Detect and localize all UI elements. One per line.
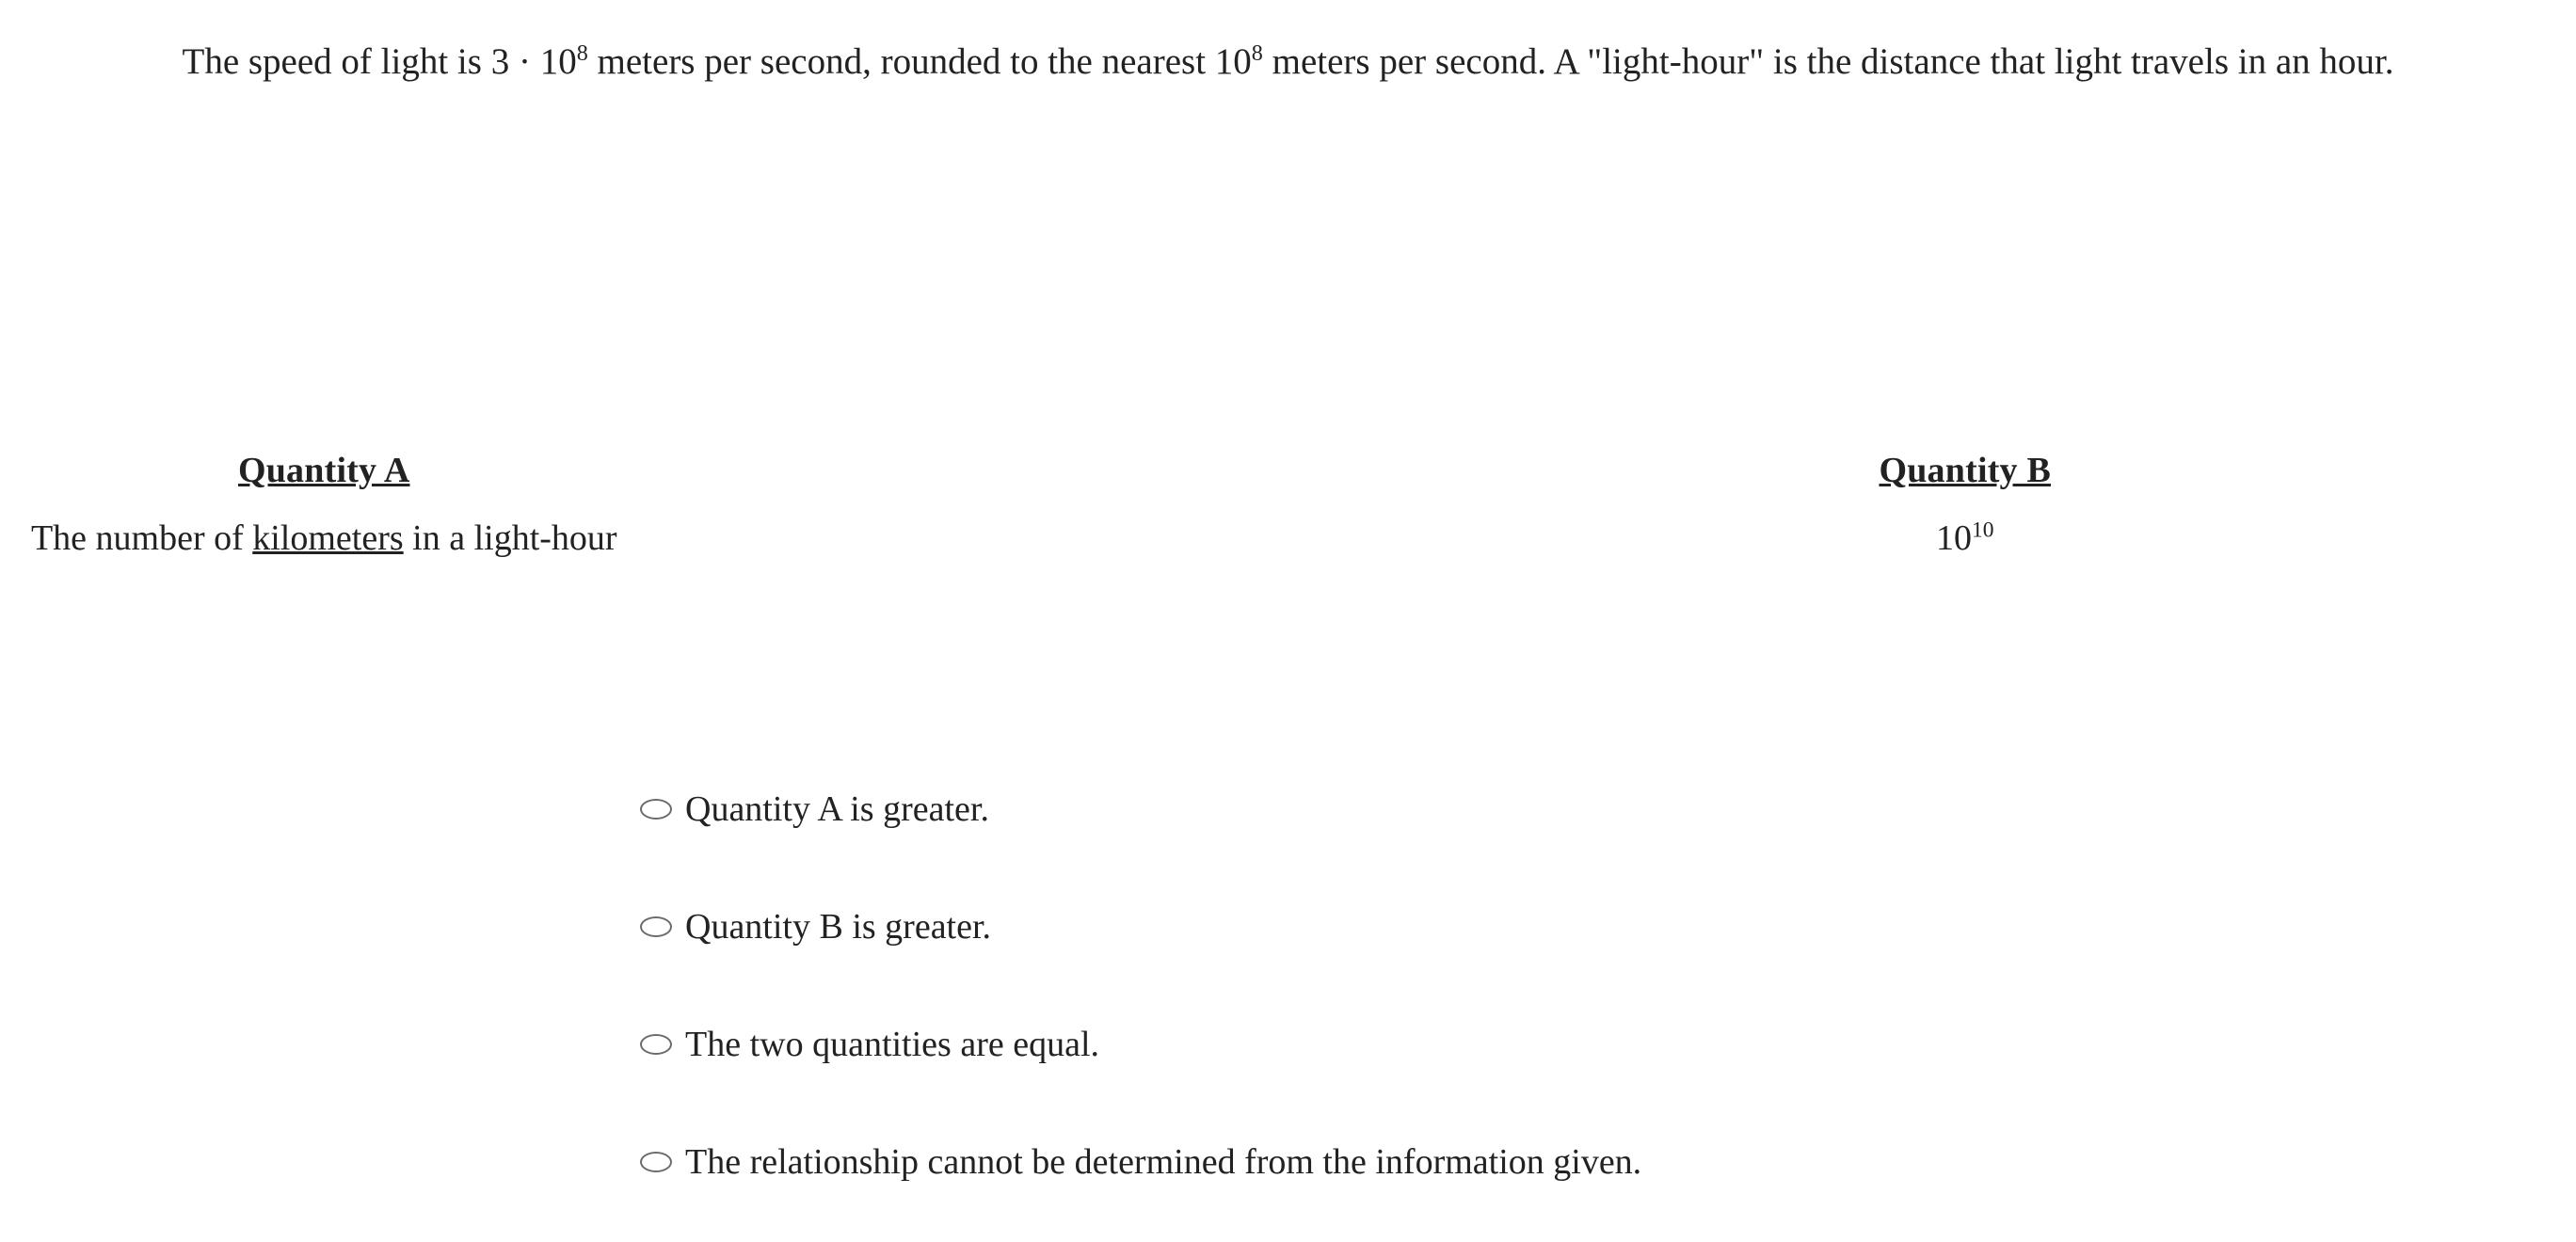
quantity-b-column (1288, 450, 2576, 562)
radio-button-icon[interactable] (640, 1152, 672, 1172)
question-stem-text (183, 38, 2394, 86)
speed-coefficient: 3 (491, 41, 510, 82)
multiplication-dot: · (509, 41, 540, 82)
quantity-a-text-before: The number of (31, 518, 252, 558)
power-exponent-2: 8 (1252, 40, 1263, 66)
quantity-a-column (0, 450, 1288, 562)
answer-choice-d-label: The relationship cannot be determined from the information given. (685, 1144, 1641, 1180)
stem-part-1: The speed of light is (183, 41, 491, 82)
answer-choice-list (640, 772, 2428, 1242)
answer-choice-b-label: Quantity B is greater. (685, 909, 991, 945)
power-exponent-1: 8 (577, 40, 588, 66)
quantity-b-value (1354, 516, 2576, 562)
quantity-a-text-after: in a light-hour (404, 518, 617, 558)
quantity-b-exponent: 10 (1972, 518, 1994, 542)
quantity-a-underlined-word: kilometers (252, 518, 403, 558)
answer-choice-a[interactable] (640, 772, 2428, 847)
radio-button-icon[interactable] (640, 1034, 672, 1055)
answer-choice-b[interactable] (640, 889, 2428, 964)
quantity-a-heading: Quantity A (0, 450, 648, 491)
question-stem (0, 38, 2576, 86)
answer-choice-c-label: The two quantities are equal. (685, 1027, 1099, 1062)
answer-choice-a-label: Quantity A is greater. (685, 791, 989, 827)
answer-choice-c[interactable] (640, 1007, 2428, 1082)
quantity-comparison (0, 450, 2576, 562)
quantity-b-base: 10 (1936, 518, 1972, 558)
quantity-b-heading: Quantity B (1354, 450, 2576, 491)
stem-part-2: meters per second, rounded to the nearest (588, 41, 1215, 82)
power-base-1: 10 (540, 41, 577, 82)
answer-choice-d[interactable] (640, 1124, 2428, 1200)
stem-part-3: meters per second. A "light-hour" is the distance that light travels in an hour. (1263, 41, 2394, 82)
quantity-a-value (0, 516, 648, 562)
power-base-2: 10 (1215, 41, 1252, 82)
radio-button-icon[interactable] (640, 916, 672, 937)
radio-button-icon[interactable] (640, 799, 672, 820)
